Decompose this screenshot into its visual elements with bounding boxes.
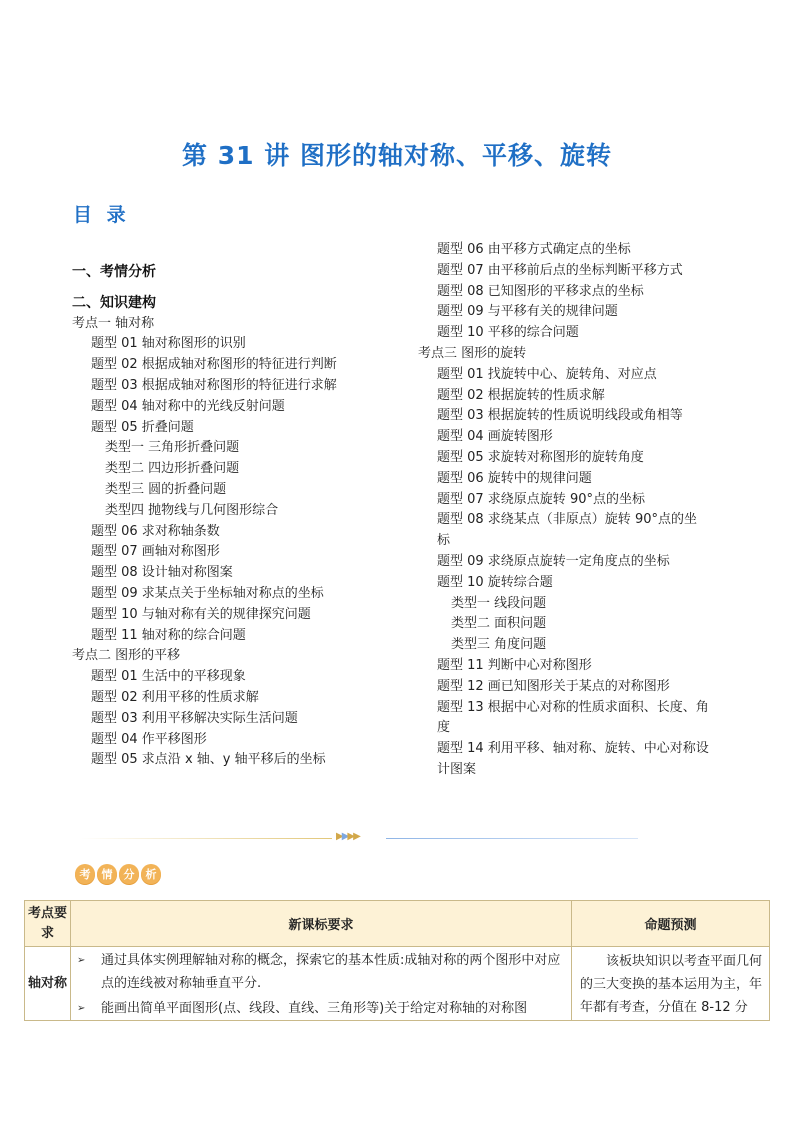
toc-item[interactable]: 题型 01 轴对称图形的识别 xyxy=(91,336,246,352)
toc-item[interactable]: 题型 02 利用平移的性质求解 xyxy=(91,689,259,705)
badge-char: 析 xyxy=(141,864,161,884)
divider-arrows-icon: ▶▶▶▶ xyxy=(336,831,359,842)
toc-heading: 目 录 xyxy=(73,204,130,226)
header-topic: 考点要求 xyxy=(25,901,71,947)
bullet-arrow-icon: ➢ xyxy=(77,955,86,966)
toc-item[interactable]: 题型 03 利用平移解决实际生活问题 xyxy=(91,710,298,726)
toc-item[interactable]: 题型 13 根据中心对称的性质求面积、长度、角 xyxy=(437,699,709,715)
requirement-item xyxy=(71,947,571,995)
row-topic: 轴对称 xyxy=(25,947,71,1021)
toc-item[interactable]: 题型 06 旋转中的规律问题 xyxy=(437,470,592,486)
toc-item[interactable]: 类型一 线段问题 xyxy=(451,595,547,611)
toc-item[interactable]: 题型 06 由平移方式确定点的坐标 xyxy=(437,242,631,257)
toc-item[interactable]: 题型 09 求某点关于坐标轴对称点的坐标 xyxy=(91,585,324,601)
toc-item[interactable]: 标 xyxy=(437,533,451,549)
toc-item[interactable]: 题型 14 利用平移、轴对称、旋转、中心对称设 xyxy=(437,741,709,757)
toc-item[interactable]: 题型 08 已知图形的平移求点的坐标 xyxy=(437,283,644,299)
toc-item[interactable]: 题型 04 轴对称中的光线反射问题 xyxy=(91,398,285,414)
toc-item[interactable]: 题型 08 求绕某点（非原点）旋转 90°点的坐 xyxy=(437,512,697,528)
divider-line-right xyxy=(386,838,638,839)
toc-item[interactable]: 题型 02 根据旋转的性质求解 xyxy=(437,387,605,403)
requirement-text: 通过具体实例理解轴对称的概念，探索它的基本性质:成轴对称的两个图形中对应点的连线被对称轴垂直平分. xyxy=(101,953,561,991)
toc-item[interactable]: 题型 05 求旋转对称图形的旋转角度 xyxy=(437,449,644,465)
toc-item[interactable]: 题型 07 求绕原点旋转 90°点的坐标 xyxy=(437,491,645,507)
requirement-item xyxy=(71,995,571,1020)
page-title: 第 31 讲 图形的轴对称、平移、旋转 xyxy=(182,141,612,170)
toc-item[interactable]: 类型三 圆的折叠问题 xyxy=(105,481,227,497)
toc-item[interactable]: 题型 05 折叠问题 xyxy=(91,419,194,435)
toc-item[interactable]: 题型 11 判断中心对称图形 xyxy=(437,657,592,673)
toc-item[interactable]: 题型 06 求对称轴条数 xyxy=(91,523,220,539)
toc-item[interactable]: 题型 02 根据成轴对称图形的特征进行判断 xyxy=(91,357,337,373)
toc-item[interactable]: 一、考情分析 xyxy=(72,264,156,280)
toc-item[interactable]: 题型 11 轴对称的综合问题 xyxy=(91,627,246,643)
requirement-text: 能画出简单平面图形(点、线段、直线、三角形等)关于给定对称轴的对称图 xyxy=(101,1001,528,1016)
toc-item[interactable]: 类型二 四边形折叠问题 xyxy=(105,461,240,477)
toc-item[interactable]: 考点二 图形的平移 xyxy=(72,648,181,664)
badge-char: 考 xyxy=(75,864,95,884)
toc-item[interactable]: 题型 07 画轴对称图形 xyxy=(91,544,220,560)
badge-char: 分 xyxy=(119,864,139,884)
bullet-arrow-icon: ➢ xyxy=(77,1003,86,1014)
section-badge xyxy=(75,864,163,884)
toc-item[interactable]: 考点一 轴对称 xyxy=(72,315,155,331)
toc-item[interactable]: 题型 10 平移的综合问题 xyxy=(437,325,579,341)
toc-item[interactable]: 题型 08 设计轴对称图案 xyxy=(91,565,233,581)
toc-item[interactable]: 题型 03 根据旋转的性质说明线段或角相等 xyxy=(437,408,683,424)
header-forecast: 命题预测 xyxy=(572,901,770,947)
toc-right-column xyxy=(418,240,738,781)
table-header-row xyxy=(25,901,770,947)
toc-item[interactable]: 考点三 图形的旋转 xyxy=(418,345,527,361)
toc-left-column xyxy=(72,262,402,771)
forecast-text: 该板块知识以考查平面几何的三大变换的基本运用为主，年年都有考查，分值在 8-12 分 xyxy=(580,954,763,1015)
toc-item[interactable]: 题型 01 生活中的平移现象 xyxy=(91,669,246,685)
table-row xyxy=(25,947,770,1021)
toc-item[interactable]: 类型四 抛物线与几何图形综合 xyxy=(105,502,279,518)
toc-item[interactable]: 二、知识建构 xyxy=(72,294,156,311)
toc-item[interactable]: 题型 04 作平移图形 xyxy=(91,731,207,747)
toc-item[interactable]: 题型 05 求点沿 x 轴、y 轴平移后的坐标 xyxy=(91,752,326,768)
toc-item[interactable]: 度 xyxy=(437,720,451,736)
toc-item[interactable]: 题型 04 画旋转图形 xyxy=(437,429,553,445)
toc-item[interactable]: 题型 07 由平移前后点的坐标判断平移方式 xyxy=(437,262,683,278)
toc-item[interactable]: 类型一 三角形折叠问题 xyxy=(105,440,240,456)
toc-item[interactable]: 题型 09 与平移有关的规律问题 xyxy=(437,304,618,320)
toc-item[interactable]: 类型三 角度问题 xyxy=(451,637,547,653)
toc-item[interactable]: 题型 10 旋转综合题 xyxy=(437,574,553,590)
requirements-table xyxy=(24,900,770,1021)
toc-item[interactable]: 题型 09 求绕原点旋转一定角度点的坐标 xyxy=(437,553,670,569)
header-requirements: 新课标要求 xyxy=(71,901,572,947)
toc-item[interactable]: 类型二 面积问题 xyxy=(451,616,547,632)
toc-item[interactable]: 题型 12 画已知图形关于某点的对称图形 xyxy=(437,678,670,694)
toc-item[interactable]: 题型 10 与轴对称有关的规律探究问题 xyxy=(91,606,311,622)
toc-item[interactable]: 题型 01 找旋转中心、旋转角、对应点 xyxy=(437,366,657,382)
divider-line-left xyxy=(80,838,332,839)
row-requirements xyxy=(71,947,572,1021)
row-forecast xyxy=(572,947,770,1021)
toc-item[interactable]: 题型 03 根据成轴对称图形的特征进行求解 xyxy=(91,377,337,393)
badge-char: 情 xyxy=(97,864,117,884)
toc-item[interactable]: 计图案 xyxy=(437,761,477,777)
